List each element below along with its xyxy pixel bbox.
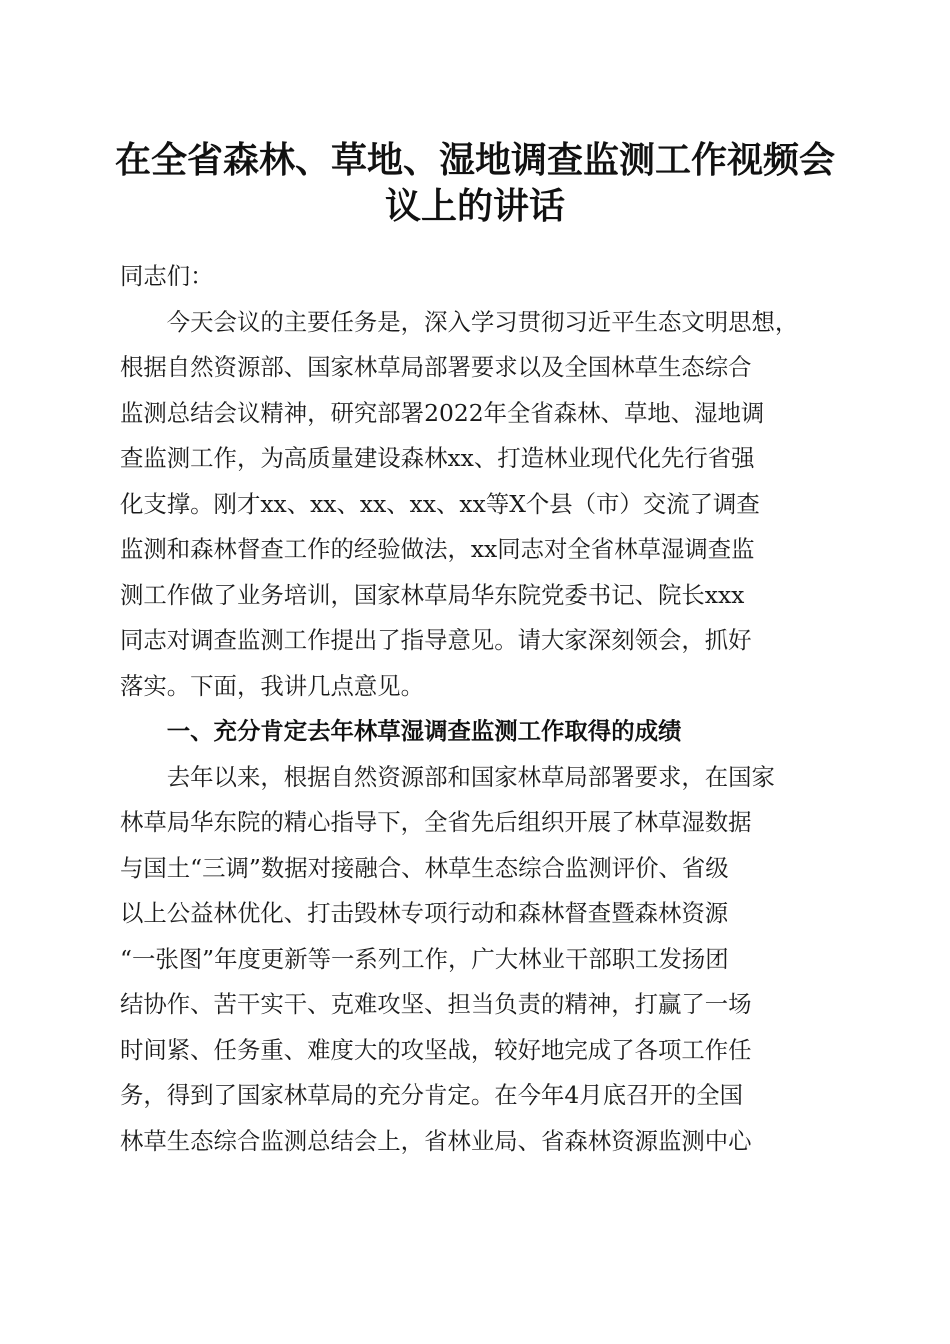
document-title-line-2: 议上的讲话 bbox=[384, 185, 565, 227]
paragraph-line: 监测和森林督查工作的经验做法，xx同志对全省林草湿调查监 bbox=[120, 535, 755, 563]
document-title-line-1: 在全省森林、草地、湿地调查监测工作视频会 bbox=[114, 139, 835, 181]
document-body bbox=[120, 254, 832, 1164]
paragraph-line: 林草生态综合监测总结会上，省林业局、省森林资源监测中心 bbox=[120, 1126, 752, 1155]
paragraph-line: 同志对调查监测工作提出了指导意见。请大家深刻领会，抓好 bbox=[120, 626, 752, 654]
paragraph-line: “一张图”年度更新等一系列工作，广大林业干部职工发扬团 bbox=[120, 944, 729, 973]
paragraph-line: 测工作做了业务培训，国家林草局华东院党委书记、院长xxx bbox=[120, 580, 745, 609]
paragraph-line: 去年以来，根据自然资源部和国家林草局部署要求，在国家 bbox=[120, 762, 775, 791]
salutation: 同志们： bbox=[120, 262, 214, 290]
paragraph-line: 监测总结会议精神，研究部署2022年全省森林、草地、湿地调 bbox=[120, 398, 765, 427]
paragraph-line: 务，得到了国家林草局的充分肯定。在今年4月底召开的全国 bbox=[120, 1081, 744, 1109]
paragraph-line: 根据自然资源部、国家林草局部署要求以及全国林草生态综合 bbox=[120, 353, 752, 381]
paragraph-line: 查监测工作，为高质量建设森林xx、打造林业现代化先行省强 bbox=[120, 444, 755, 472]
paragraph-line: 结协作、苦干实干、克难攻坚、担当负责的精神，打赢了一场 bbox=[120, 990, 752, 1018]
paragraph-line: 落实。下面，我讲几点意见。 bbox=[120, 671, 425, 700]
paragraph-line: 与国土“三调”数据对接融合、林草生态综合监测评价、省级 bbox=[120, 853, 729, 882]
paragraph-line: 今天会议的主要任务是，深入学习贯彻习近平生态文明思想， bbox=[120, 307, 799, 336]
paragraph-line: 化支撑。刚才xx、xx、xx、xx、xx等X个县（市）交流了调查 bbox=[120, 489, 760, 518]
paragraph-line: 时间紧、任务重、难度大的攻坚战，较好地完成了各项工作任 bbox=[120, 1035, 752, 1064]
section-heading: 一、充分肯定去年林草湿调查监测工作取得的成绩 bbox=[120, 717, 682, 745]
paragraph-line: 林草局华东院的精心指导下，全省先后组织开展了林草湿数据 bbox=[120, 808, 752, 836]
paragraph-line: 以上公益林优化、打击毁林专项行动和森林督查暨森林资源 bbox=[120, 899, 729, 927]
